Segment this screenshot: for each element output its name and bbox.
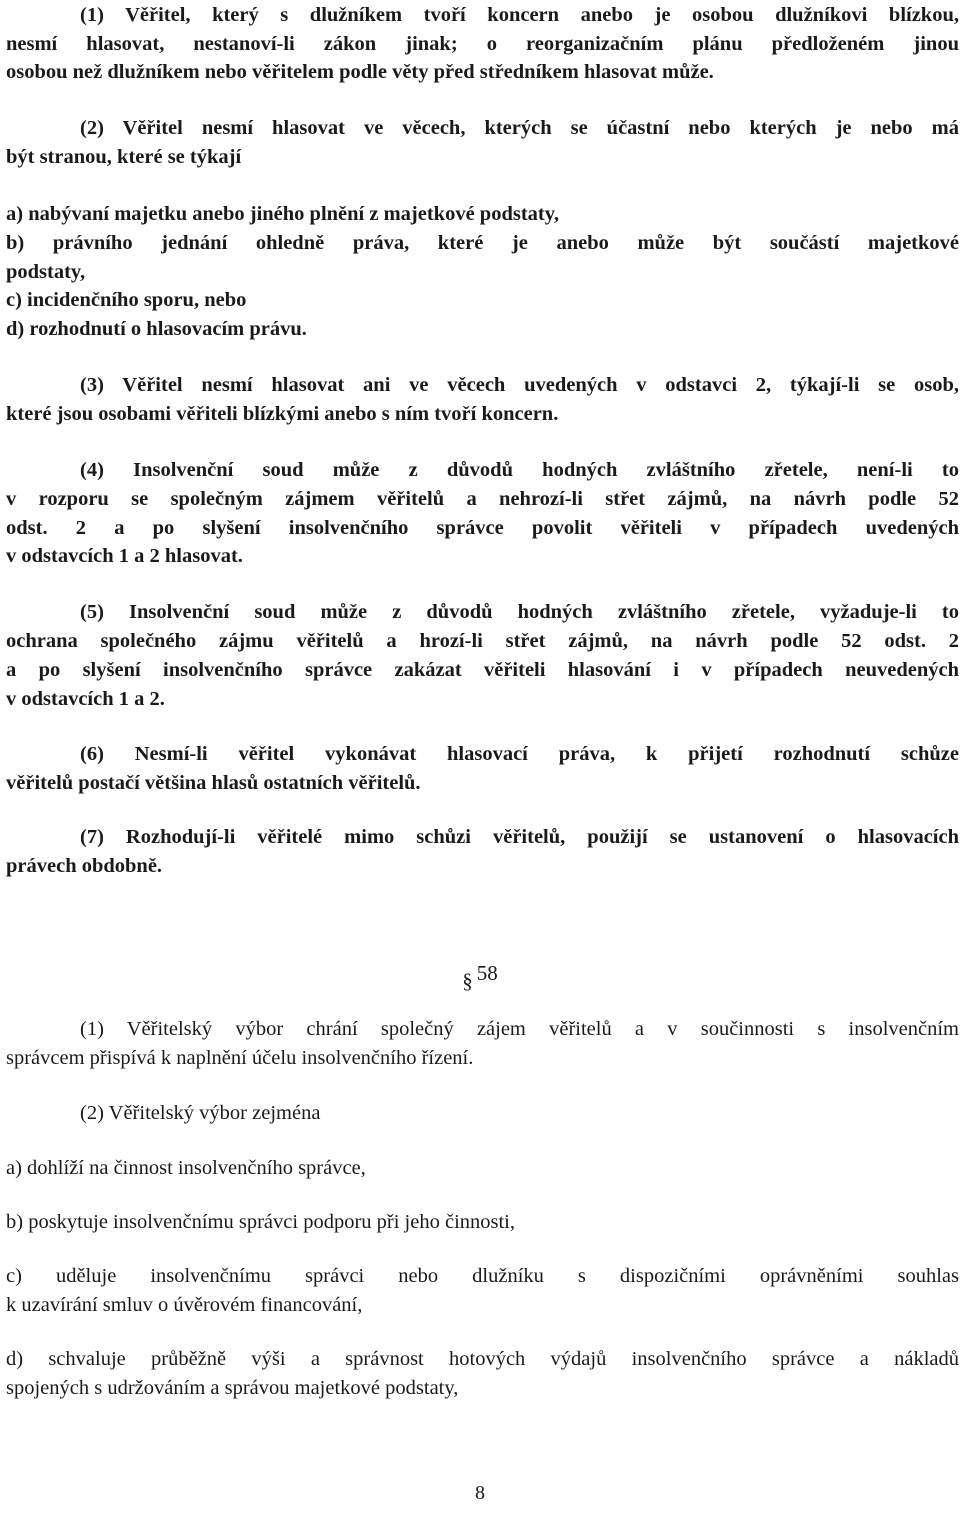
paragraph-line: (4) Insolvenční soud může z důvodů hodných zvláštního zřetele, není-li to	[80, 459, 959, 481]
paragraph-line: a po slyšení insolvenčního správce zakázat věřiteli hlasování i v případech neuvedených	[6, 659, 959, 681]
list-item-d-continuation: spojených s udržováním a správou majetkové podstaty,	[6, 1377, 459, 1399]
section-symbol: §	[462, 969, 473, 993]
paragraph-line: v odstavcích 1 a 2 hlasovat.	[6, 545, 243, 567]
paragraph-intro: (2) Věřitelský výbor zejména	[80, 1102, 321, 1124]
list-item: b) právního jednání ohledně práva, které je anebo může být součástí majetkové	[6, 232, 959, 254]
paragraph-line: (3) Věřitel nesmí hlasovat ani ve věcech uvedených v odstavci 2, týkají-li se osob,	[80, 374, 959, 396]
paragraph-line: správcem přispívá k naplnění účelu insolvenčního řízení.	[6, 1047, 474, 1069]
paragraph-line: (1) Věřitel, který s dlužníkem tvoří koncern anebo je osobou dlužníkovi blízkou,	[80, 4, 959, 26]
paragraph-line: v rozporu se společným zájmem věřitelů a nehrozí-li střet zájmů, na návrh podle 52	[6, 488, 959, 510]
paragraph-line: právech obdobně.	[6, 855, 163, 877]
paragraph-line: osobou než dlužníkem nebo věřitelem podle věty před středníkem hlasovat může.	[6, 61, 714, 83]
paragraph-line: (5) Insolvenční soud může z důvodů hodných zvláštního zřetele, vyžaduje-li to	[80, 601, 959, 623]
paragraph-line: (6) Nesmí-li věřitel vykonávat hlasovací práva, k přijetí rozhodnutí schůze	[80, 743, 959, 765]
paragraph-line: odst. 2 a po slyšení insolvenčního správce povolit věřiteli v případech uvedených	[6, 517, 959, 539]
paragraph-line: (2) Věřitel nesmí hlasovat ve věcech, kterých se účastní nebo kterých je nebo má	[80, 117, 959, 139]
page-number: 8	[475, 1482, 485, 1504]
paragraph-line: které jsou osobami věřiteli blízkými anebo s ním tvoří koncern.	[6, 403, 559, 425]
list-item: c) incidenčního sporu, nebo	[6, 289, 247, 311]
list-item-c-continuation: k uzavírání smluv o úvěrovém financování,	[6, 1294, 363, 1316]
paragraph-line: ochrana společného zájmu věřitelů a hrozí-li střet zájmů, na návrh podle 52 odst. 2	[6, 630, 959, 652]
paragraph-line: být stranou, které se týkají	[6, 146, 242, 168]
list-item: d) rozhodnutí o hlasovacím právu.	[6, 318, 307, 340]
paragraph-line: (7) Rozhodují-li věřitelé mimo schůzi věřitelů, použijí se ustanovení o hlasovacích	[80, 826, 959, 848]
list-item: podstaty,	[6, 261, 86, 283]
list-item-a: a) dohlíží na činnost insolvenčního správce,	[6, 1157, 366, 1179]
paragraph-line: věřitelů postačí většina hlasů ostatních věřitelů.	[6, 772, 421, 794]
list-item-b: b) poskytuje insolvenčnímu správci podporu při jeho činnosti,	[6, 1211, 516, 1233]
list-item: a) nabývaní majetku anebo jiného plnění z majetkové podstaty,	[6, 203, 559, 225]
section-number: 58	[476, 961, 498, 985]
list-item-d: d) schvaluje průběžně výši a správnost hotových výdajů insolvenčního správce a nákladů	[6, 1348, 959, 1370]
paragraph-line: v odstavcích 1 a 2.	[6, 688, 165, 710]
list-item-c: c) uděluje insolvenčnímu správci nebo dlužníku s dispozičními oprávněními souhlas	[6, 1265, 959, 1287]
paragraph-line: (1) Věřitelský výbor chrání společný zájem věřitelů a v součinnosti s insolvenčním	[80, 1018, 959, 1040]
section-heading	[0, 958, 960, 993]
paragraph-line: nesmí hlasovat, nestanoví-li zákon jinak; o reorganizačním plánu předloženém jinou	[6, 33, 959, 55]
